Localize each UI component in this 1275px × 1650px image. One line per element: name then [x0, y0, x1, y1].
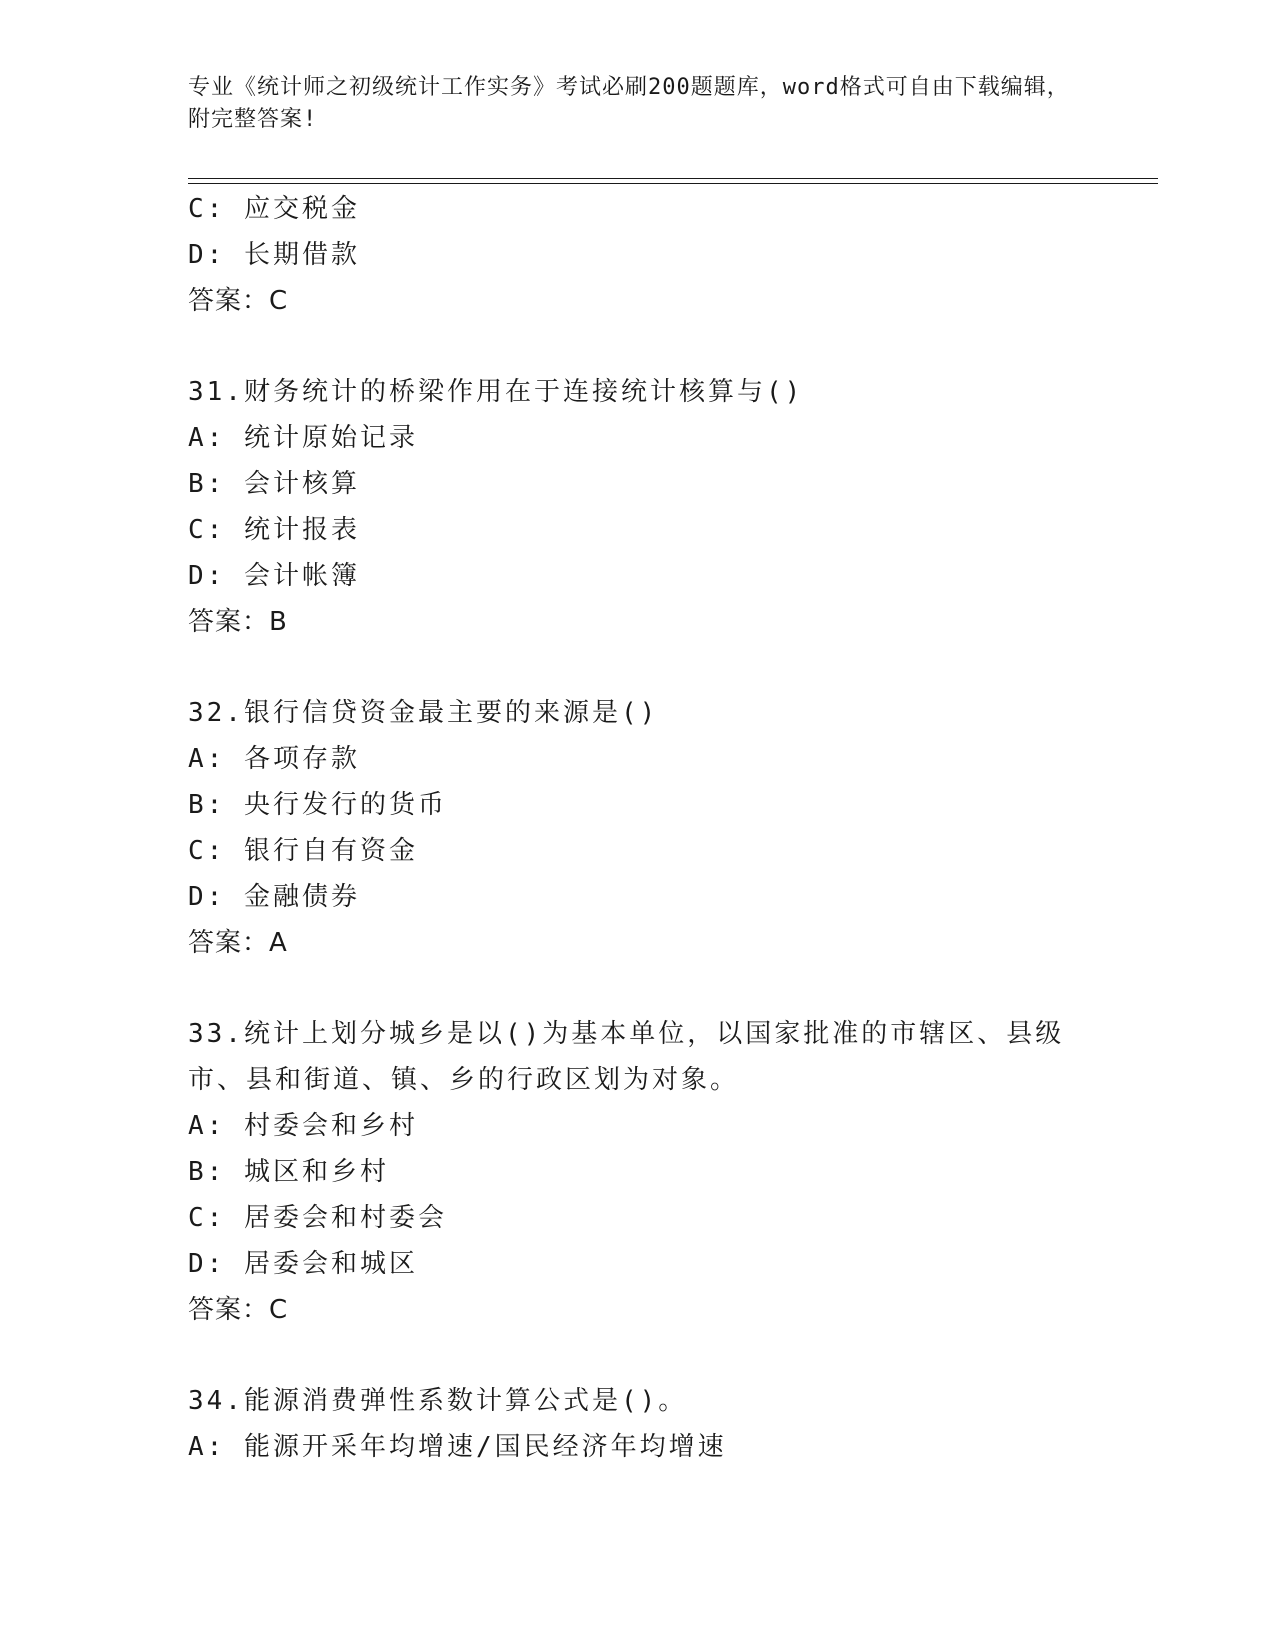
option-a: A: 村委会和乡村	[188, 1111, 418, 1141]
option-d: D: 金融债券	[188, 882, 360, 912]
option-d: D: 会计帐簿	[188, 561, 360, 591]
answer-line: 答案：A	[188, 928, 288, 958]
option-b: B: 城区和乡村	[188, 1157, 389, 1187]
header-title: 专业《统计师之初级统计工作实务》考试必刷200题题库，word格式可自由下载编辑，附完整答案!	[188, 75, 1070, 132]
question-block-34	[188, 1378, 1098, 1470]
question-stem: 34.能源消费弹性系数计算公式是()。	[188, 1386, 688, 1416]
option-d: D: 长期借款	[188, 240, 360, 270]
question-block-33	[188, 1011, 1098, 1333]
header-rule-top	[188, 178, 1158, 179]
option-a: A: 各项存款	[188, 744, 360, 774]
question-block-32	[188, 690, 1098, 966]
option-a: A: 能源开采年均增速/国民经济年均增速	[188, 1432, 727, 1462]
answer-line: 答案：C	[188, 1295, 289, 1325]
answer-line: 答案：C	[188, 286, 289, 316]
option-a: A: 统计原始记录	[188, 423, 418, 453]
option-c: C: 银行自有资金	[188, 836, 418, 866]
option-c: C: 居委会和村委会	[188, 1203, 447, 1233]
option-c: C: 统计报表	[188, 515, 360, 545]
option-c: C: 应交税金	[188, 194, 360, 224]
document-header	[188, 72, 1088, 136]
option-d: D: 居委会和城区	[188, 1249, 418, 1279]
header-rule-bottom	[188, 183, 1158, 184]
option-b: B: 央行发行的货币	[188, 790, 447, 820]
question-stem: 33.统计上划分城乡是以()为基本单位，以国家批准的市辖区、县级市、县和街道、镇、乡的行政区划为对象。	[188, 1019, 1065, 1095]
answer-line: 答案：B	[188, 607, 288, 637]
question-list	[188, 186, 1098, 1470]
question-stem: 32.银行信贷资金最主要的来源是()	[188, 698, 659, 728]
option-b: B: 会计核算	[188, 469, 360, 499]
question-block-31	[188, 369, 1098, 645]
question-stem: 31.财务统计的桥梁作用在于连接统计核算与()	[188, 377, 804, 407]
question-block-30	[188, 186, 1098, 324]
